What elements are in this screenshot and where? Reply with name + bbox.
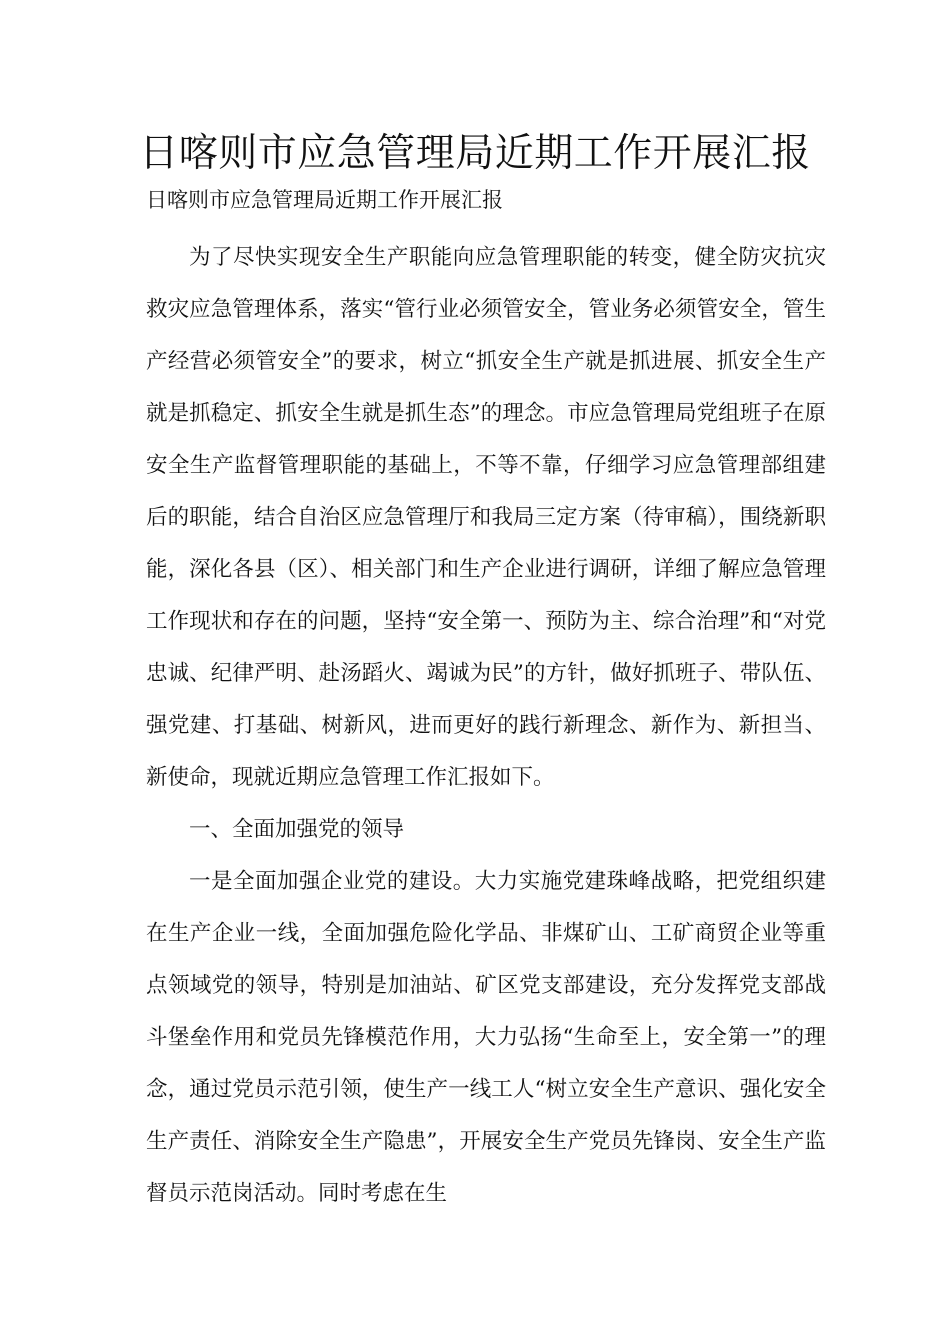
paragraph-intro: 为了尽快实现安全生产职能向应急管理职能的转变，健全防灾抗灾救灾应急管理体系，落实“管行业必须管安全，管业务必须管安全，管生产经营必须管安全”的要求，树立“抓安全生产就是抓进展、抓安全生产就是抓稳定、抓安全生就是抓生态”的理念。市应急管理局党组班子在原安全生产监督管理职能的基础上，不等不靠，仔细学习应急管理部组建后的职能，结合自治区应急管理厅和我局三定方案（待审稿），围绕新职能，深化各县（区）、相关部门和生产企业进行调研，详细了解应急管理工作现状和存在的问题，坚持“安全第一、预防为主、综合治理”和“对党忠诚、纪律严明、赴汤蹈火、竭诚为民”的方针，做好抓班子、带队伍、强党建、打基础、树新风，进而更好的践行新理念、新作为、新担当、新使命，现就近期应急管理工作汇报如下。	[146, 245, 826, 790]
document-title: 日喀则市应急管理局近期工作开展汇报	[139, 131, 811, 176]
document-subtitle: 日喀则市应急管理局近期工作开展汇报	[146, 188, 503, 212]
section-heading-1: 一、全面加强党的领导	[189, 817, 405, 842]
paragraph-section-1-item-1: 一是全面加强企业党的建设。大力实施党建珠峰战略，把党组织建在生产企业一线，全面加强危险化学品、非煤矿山、工矿商贸企业等重点领域党的领导，特别是加油站、矿区党支部建设，充分发挥党支部战斗堡垒作用和党员先锋模范作用，大力弘扬“生命至上，安全第一”的理念，通过党员示范引领，使生产一线工人“树立安全生产意识、强化安全生产责任、消除安全生产隐患”，开展安全生产党员先锋岗、安全生产监督员示范岗活动。同时考虑在生	[146, 869, 826, 1206]
document-body	[146, 232, 826, 1220]
